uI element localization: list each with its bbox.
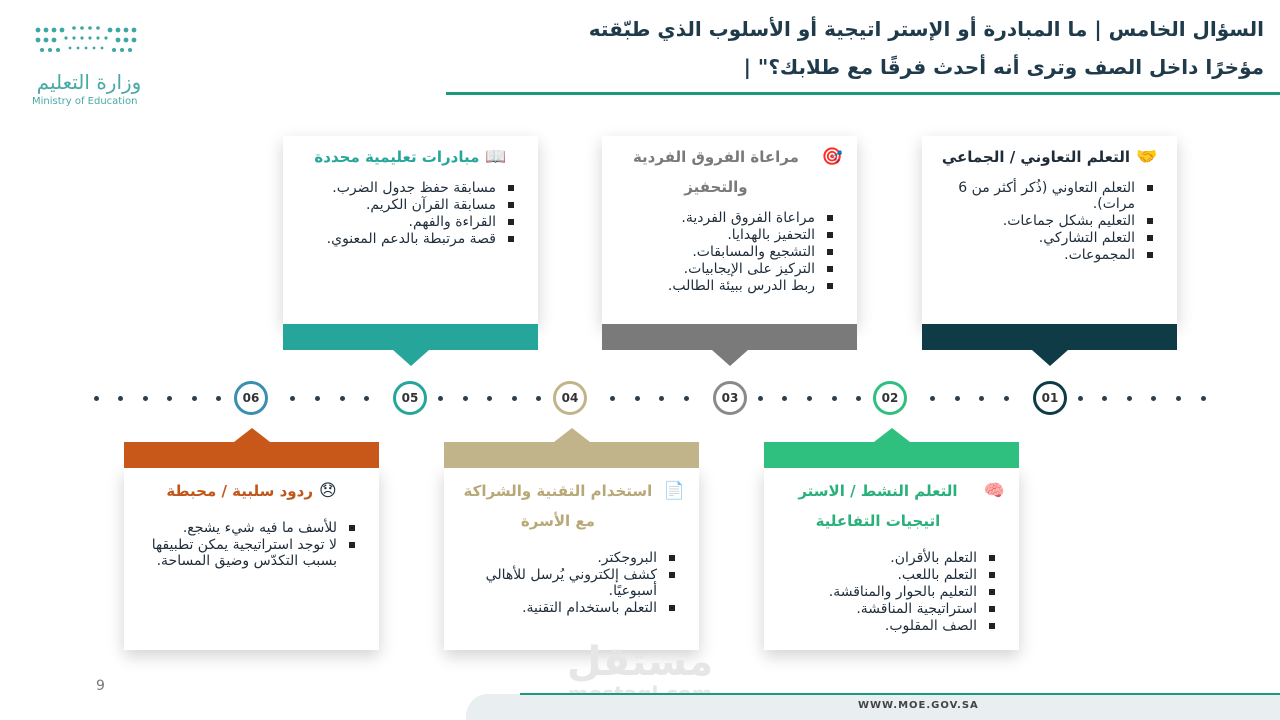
timeline-dot [315, 396, 320, 401]
timeline-dot [782, 396, 787, 401]
sad-face-icon: 😞 [318, 481, 337, 501]
card-list [764, 550, 1019, 634]
card-body [124, 468, 379, 650]
card-pointer-up [554, 428, 590, 442]
timeline-node-06: 06 [234, 381, 268, 415]
timeline-node-05: 05 [393, 381, 427, 415]
timeline-dot [832, 396, 837, 401]
card-title: استخدام التقنية والشراكة مع الأسرة [463, 482, 653, 530]
timeline-node-03: 03 [713, 381, 747, 415]
list-item: التشجيع والمسابقات. [612, 244, 833, 260]
timeline-dot [167, 396, 172, 401]
card-title: التعلم التعاوني / الجماعي [941, 148, 1131, 166]
card-color-bar [922, 324, 1177, 350]
list-item: كشف إلكتروني يُرسل للأهالي أسبوعيًا. [454, 567, 675, 599]
list-item: القراءة والفهم. [293, 214, 514, 230]
bottom-card-1 [764, 428, 1019, 650]
timeline-dot [856, 396, 861, 401]
list-item: التعليم بالحوار والمناقشة. [774, 584, 995, 600]
card-list [444, 550, 699, 616]
timeline-dot [290, 396, 295, 401]
footer-url: WWW.MOE.GOV.SA [858, 700, 979, 711]
list-item: ربط الدرس ببيئة الطالب. [612, 278, 833, 294]
card-color-bar [602, 324, 857, 350]
card-color-bar [444, 442, 699, 468]
card-title-row [283, 136, 538, 172]
card-title-row [444, 468, 699, 536]
timeline-dot [955, 396, 960, 401]
card-body [444, 468, 699, 650]
timeline-dot [340, 396, 345, 401]
timeline-dot [216, 396, 221, 401]
timeline-dot [758, 396, 763, 401]
list-item: التعلم التشاركي. [932, 230, 1153, 246]
logo-english-text: Ministry of Education [32, 96, 138, 107]
list-item: التركيز على الإيجابيات. [612, 261, 833, 277]
timeline-dot [659, 396, 664, 401]
card-list [124, 520, 379, 569]
timeline-dot [1127, 396, 1132, 401]
card-body [764, 468, 1019, 650]
list-item: مسابقة حفظ جدول الضرب. [293, 180, 514, 196]
list-item: التحفيز بالهدايا. [612, 227, 833, 243]
card-list [283, 180, 538, 247]
list-item: التعليم بشكل جماعات. [932, 213, 1153, 229]
timeline-node-04: 04 [553, 381, 587, 415]
list-item: التعلم باللعب. [774, 567, 995, 583]
ministry-logo [26, 22, 146, 112]
list-item: الصف المقلوب. [774, 618, 995, 634]
bottom-card-2 [444, 428, 699, 650]
card-pointer-up [874, 428, 910, 442]
list-item: التعلم التعاوني (ذُكر أكثر من 6 مرات). [932, 180, 1153, 212]
timeline-dot [1078, 396, 1083, 401]
timeline-dot [610, 396, 615, 401]
timeline-dot [536, 396, 541, 401]
card-body [922, 136, 1177, 324]
handshake-icon: 🤝 [1136, 147, 1158, 167]
timeline-dot [143, 396, 148, 401]
card-color-bar [283, 324, 538, 350]
timeline-dot [487, 396, 492, 401]
watermark-arabic: مستقل [566, 639, 714, 685]
list-item: البروجكتر. [454, 550, 675, 566]
card-list [602, 210, 857, 294]
footer-line [520, 693, 1280, 695]
card-body [283, 136, 538, 324]
timeline-dot [118, 396, 123, 401]
timeline-dot [1176, 396, 1181, 401]
list-item: التعلم باستخدام التقنية. [454, 600, 675, 616]
card-title-row [602, 136, 857, 202]
list-item: التعلم بالأقران. [774, 550, 995, 566]
top-card-3 [283, 136, 538, 366]
list-item: قصة مرتبطة بالدعم المعنوي. [293, 231, 514, 247]
card-title-row [764, 468, 1019, 536]
timeline-dot [512, 396, 517, 401]
card-pointer-up [234, 428, 270, 442]
brain-icon: 🧠 [983, 481, 1005, 501]
card-pointer-down [712, 350, 748, 366]
timeline-node-02: 02 [873, 381, 907, 415]
top-card-2 [602, 136, 857, 366]
logo-dots-icon [30, 22, 142, 62]
list-item: المجموعات. [932, 247, 1153, 263]
timeline-dot [930, 396, 935, 401]
card-body [602, 136, 857, 324]
target-icon: 🎯 [821, 147, 843, 167]
timeline-dot [979, 396, 984, 401]
timeline-node-01: 01 [1033, 381, 1067, 415]
timeline-dot [635, 396, 640, 401]
top-card-1 [922, 136, 1177, 366]
card-title: ردود سلبية / محبطة [166, 482, 313, 500]
list-item: لا توجد استراتيجية يمكن تطبيقها بسبب التكدّس وضيق المساحة. [134, 537, 355, 569]
card-color-bar [764, 442, 1019, 468]
logo-arabic-text: وزارة التعليم [36, 70, 142, 94]
list-item: مسابقة القرآن الكريم. [293, 197, 514, 213]
question-heading: السؤال الخامس | ما المبادرة أو الإستر اتيجية أو الأسلوب الذي طبّقته مؤخرًا داخل الصف وترى أنه أحدث فرقًا مع طلابك؟" | [588, 17, 1264, 79]
timeline-dot [364, 396, 369, 401]
card-pointer-down [1032, 350, 1068, 366]
card-pointer-down [393, 350, 429, 366]
timeline [0, 378, 1280, 418]
book-icon: 📖 [485, 147, 507, 167]
list-item: مراعاة الفروق الفردية. [612, 210, 833, 226]
timeline-dot [807, 396, 812, 401]
timeline-dot [94, 396, 99, 401]
card-title: مراعاة الفروق الفردية والتحفيز [632, 148, 799, 196]
timeline-dot [1004, 396, 1009, 401]
card-list [922, 180, 1177, 263]
timeline-dot [1102, 396, 1107, 401]
bottom-card-3 [124, 428, 379, 650]
card-title: مبادرات تعليمية محددة [314, 148, 480, 166]
card-title-row [124, 468, 379, 506]
page-number: 9 [96, 678, 105, 694]
timeline-dot [192, 396, 197, 401]
heading-rule [446, 92, 1280, 95]
card-title: التعلم النشط / الاستر اتيجيات التفاعلية [798, 482, 958, 530]
timeline-dot [438, 396, 443, 401]
card-title-row [922, 136, 1177, 172]
timeline-dot [684, 396, 689, 401]
timeline-dot [1201, 396, 1206, 401]
timeline-dot [1151, 396, 1156, 401]
card-color-bar [124, 442, 379, 468]
document-icon: 📄 [663, 481, 685, 501]
list-item: للأسف ما فيه شيء يشجع. [134, 520, 355, 536]
list-item: استراتيجية المناقشة. [774, 601, 995, 617]
timeline-dot [463, 396, 468, 401]
